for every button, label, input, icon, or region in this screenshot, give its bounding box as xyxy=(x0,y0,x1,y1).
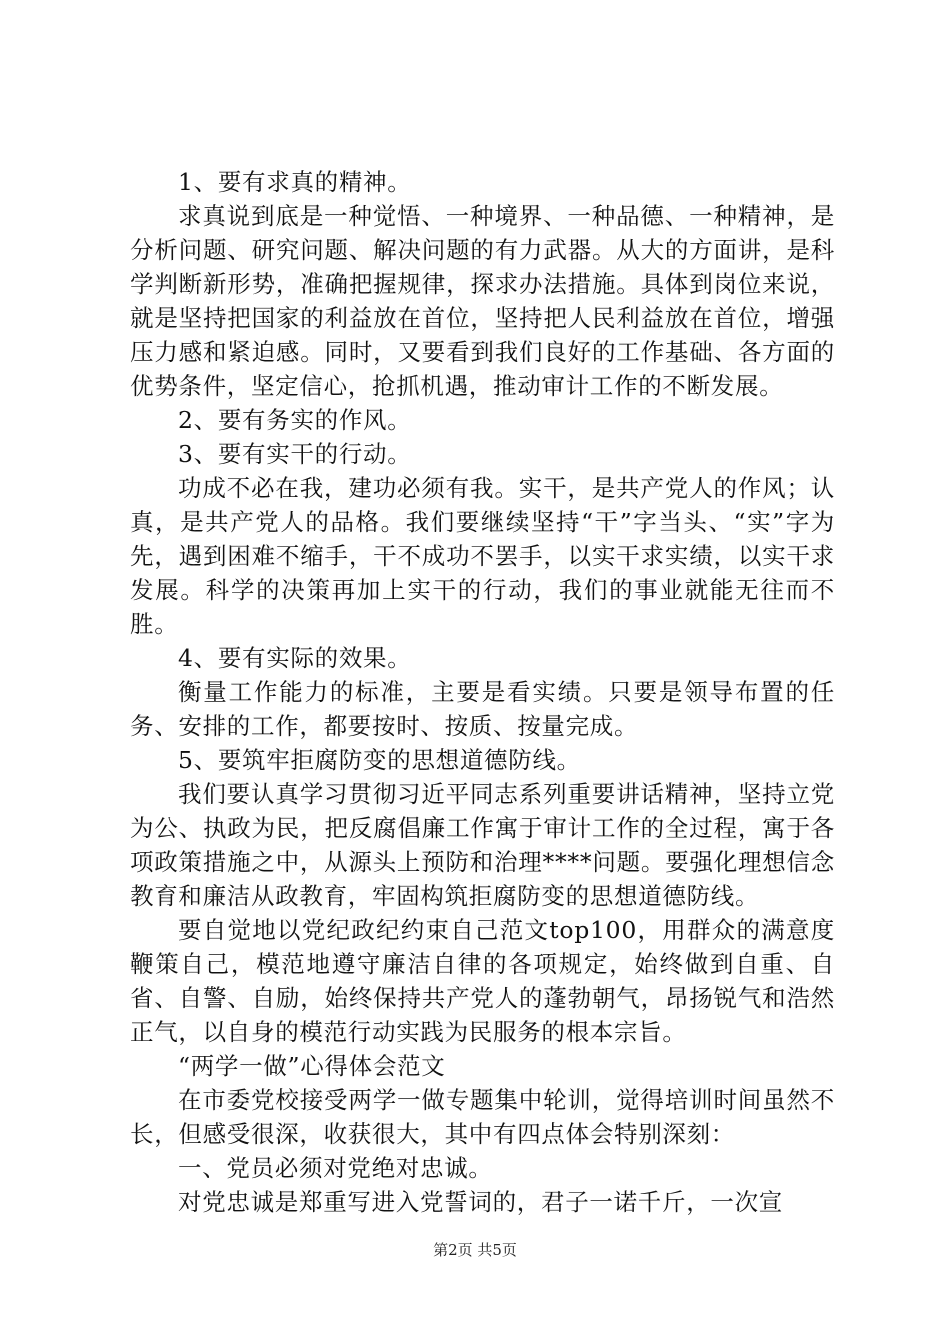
heading-solid-action: 3、要有实干的行动。 xyxy=(178,440,412,468)
heading-loyalty: 一、党员必须对党绝对忠诚。 xyxy=(178,1154,493,1182)
paragraph-actual-effect: 衡量工作能力的标准，主要是看实绩。只要是领导布置的任务、安排的工作，都要按时、按质、按量完成。 xyxy=(130,678,835,740)
paragraph-solid-action: 功成不必在我，建功必须有我。实干，是共产党人的作风；认真，是共产党人的品格。我们要继续坚持“干”字当头、“实”字为先，遇到困难不缩手，干不成功不罢手，以实干求实绩，以实干求发展。科学的决策再加上实干的行动，我们的事业就能无往而不胜。 xyxy=(130,474,835,638)
heading-seek-truth: 1、要有求真的精神。 xyxy=(178,168,412,196)
paragraph-training: 在市委党校接受两学一做专题集中轮训，觉得培训时间虽然不长，但感受很深，收获很大，其中有四点体会特别深刻： xyxy=(130,1086,835,1148)
paragraph-anti-corruption: 我们要认真学习贯彻习近平同志系列重要讲话精神，坚持立党为公、执政为民，把反腐倡廉工作寓于审计工作的全过程，寓于各项政策措施之中，从源头上预防和治理****问题。要强化理想信念教育和廉洁从政教育，牢固构筑拒腐防变的思想道德防线。 xyxy=(130,780,835,910)
paragraph-loyalty: 对党忠诚是郑重写进入党誓词的，君子一诺千斤，一次宣 xyxy=(178,1188,783,1216)
heading-pragmatic-style: 2、要有务实的作风。 xyxy=(178,406,412,434)
document-body xyxy=(130,165,835,1219)
section-title: “两学一做”心得体会范文 xyxy=(178,1052,446,1080)
paragraph-seek-truth: 求真说到底是一种觉悟、一种境界、一种品德、一种精神，是分析问题、研究问题、解决问题的有力武器。从大的方面讲，是科学判断新形势，准确把握规律，探求办法措施。具体到岗位来说，就是坚持把国家的利益放在首位，坚持把人民利益放在首位，增强压力感和紧迫感。同时，又要看到我们良好的工作基础、各方面的优势条件，坚定信心，抢抓机遇，推动审计工作的不断发展。 xyxy=(130,202,835,400)
paragraph-self-discipline: 要自觉地以党纪政纪约束自己范文top100，用群众的满意度鞭策自己，模范地遵守廉洁自律的各项规定，始终做到自重、自省、自警、自励，始终保持共产党人的蓬勃朝气，昂扬锐气和浩然正气，以自身的模范行动实践为民服务的根本宗旨。 xyxy=(130,916,835,1046)
heading-anti-corruption: 5、要筑牢拒腐防变的思想道德防线。 xyxy=(178,746,581,774)
heading-actual-effect: 4、要有实际的效果。 xyxy=(178,644,412,672)
page-number-footer: 第2页 共5页 xyxy=(433,1241,517,1259)
